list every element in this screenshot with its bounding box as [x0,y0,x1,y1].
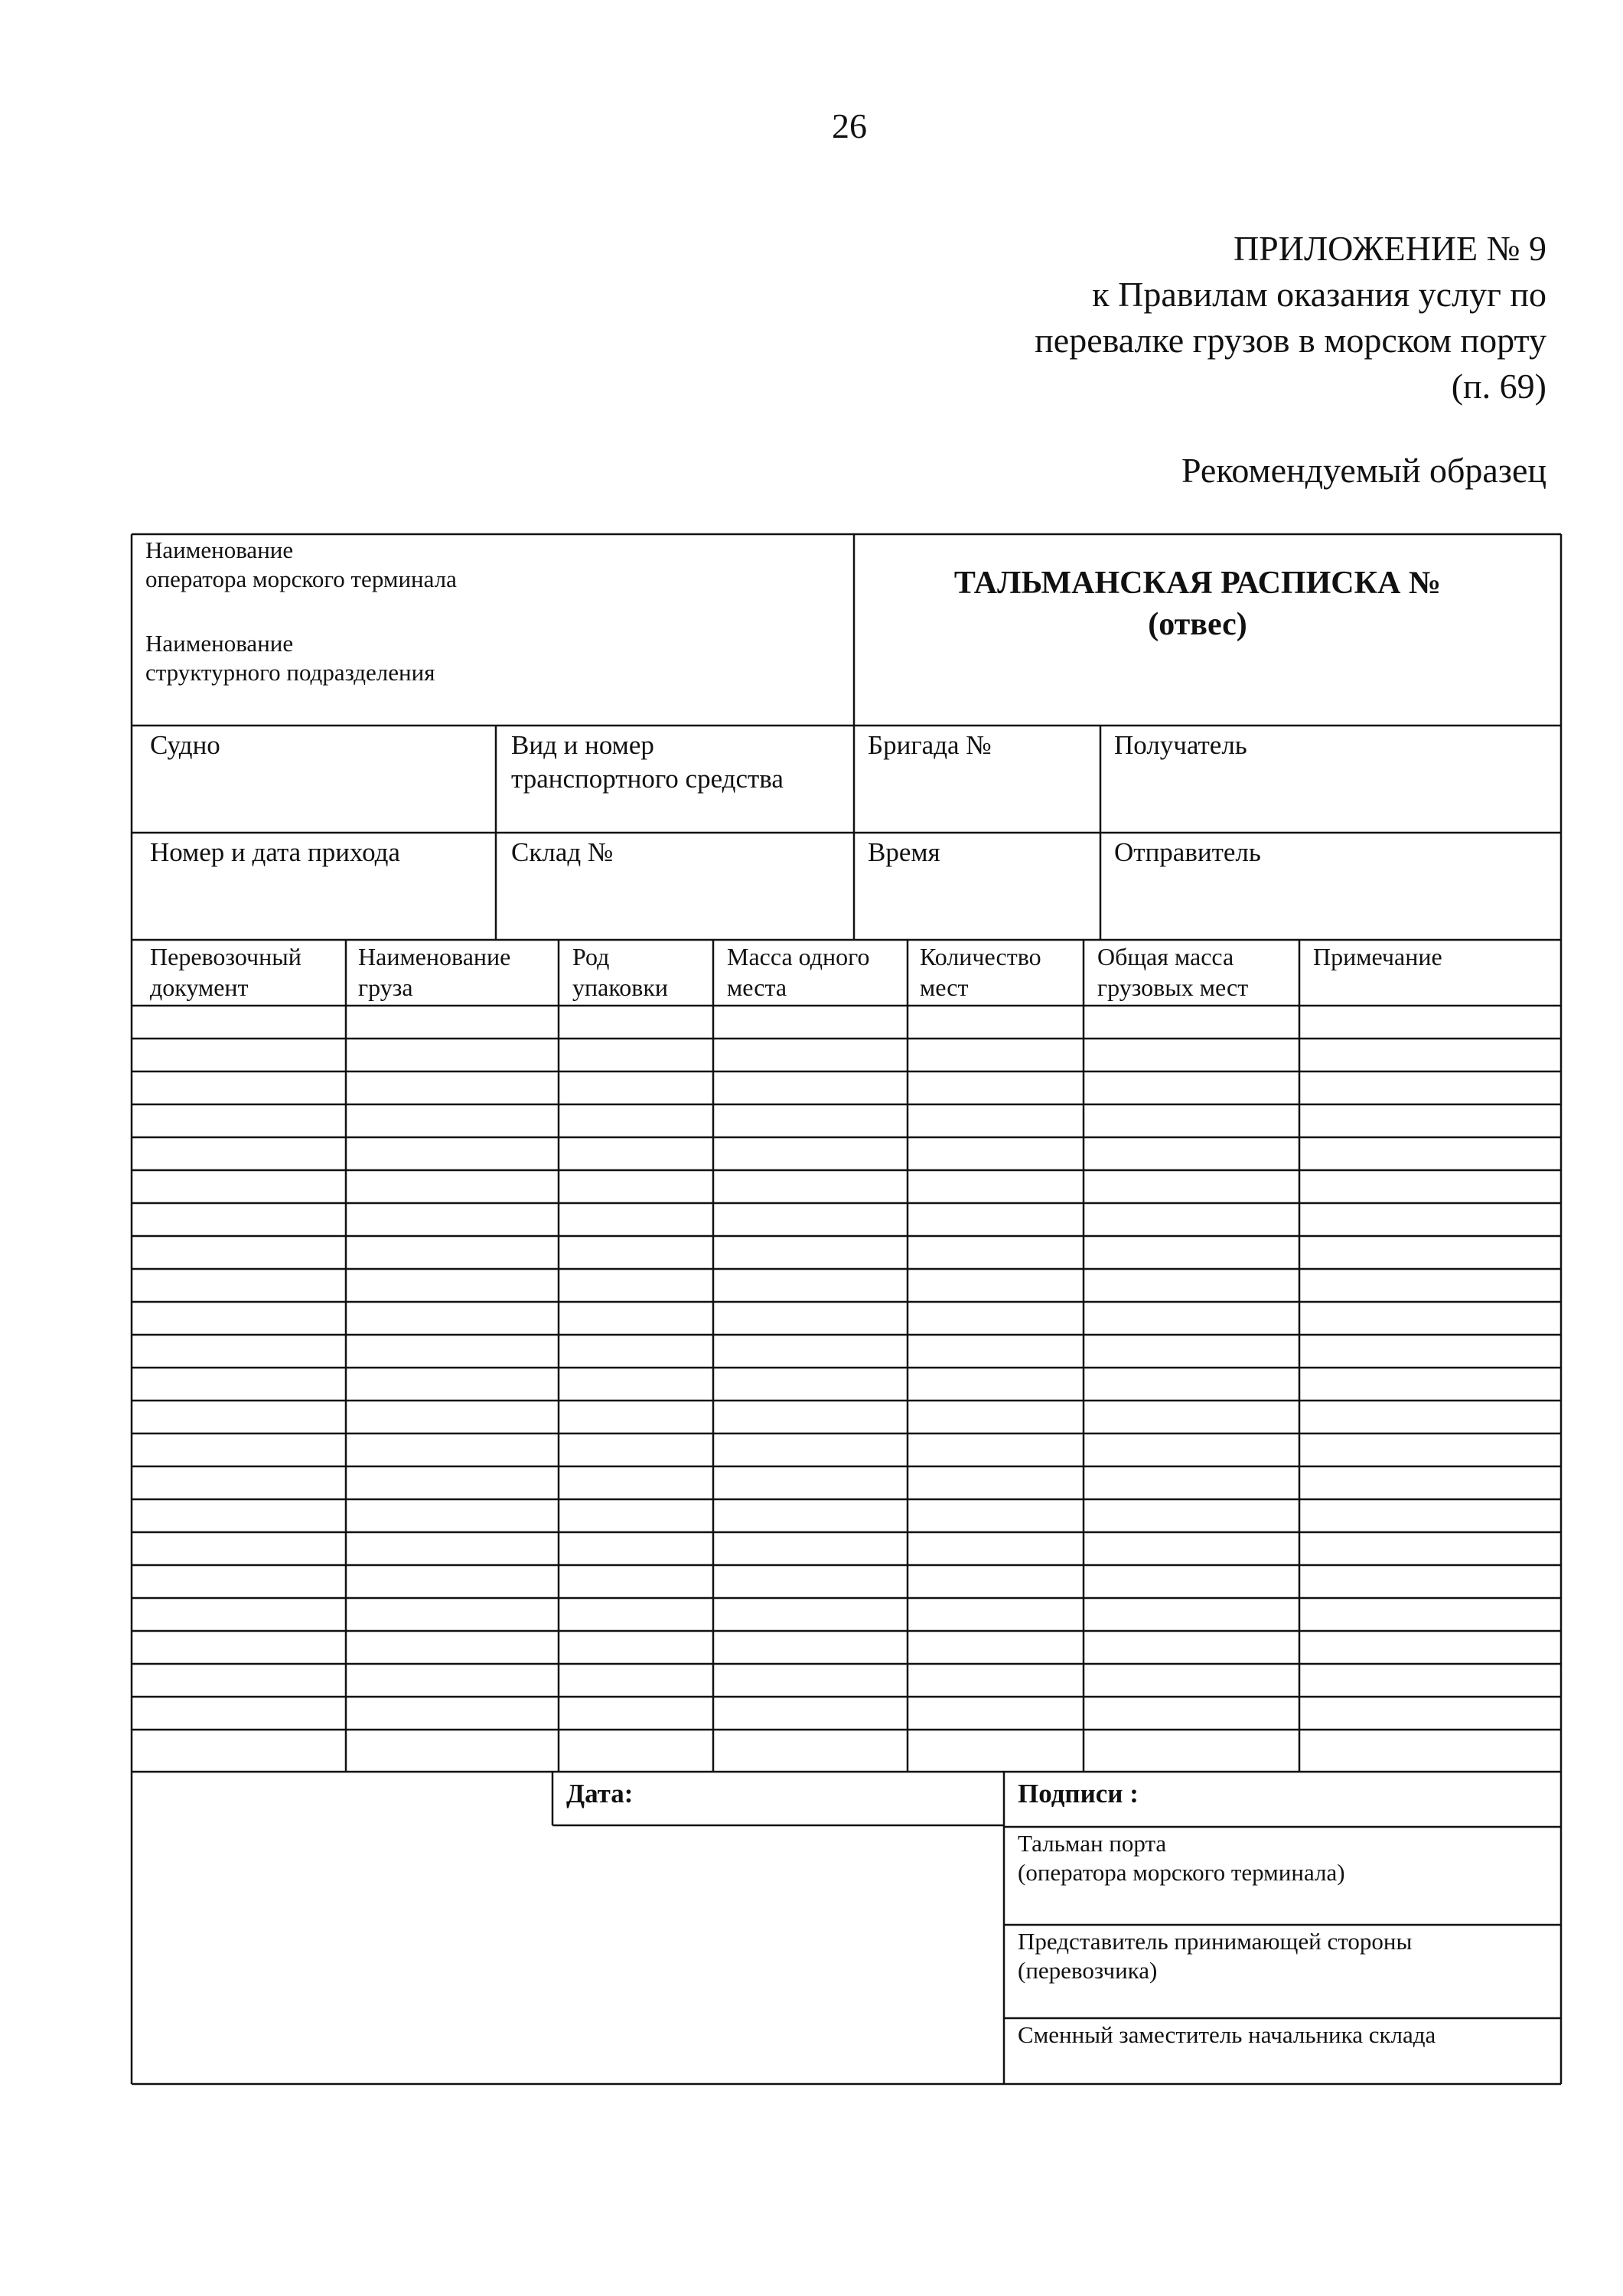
column-header [1313,941,1442,972]
column-header [727,941,869,1003]
column-header-line: упаковки [572,974,669,1001]
column-header-line: документ [150,974,249,1001]
date-label: Дата: [566,1779,634,1808]
brigade-label: Бригада № [868,730,992,760]
form-title-line-2: (отвес) [1148,607,1247,642]
column-header-line: грузовых мест [1097,974,1249,1001]
receiver-representative-label [1018,1927,1412,1985]
appendix-reference: (п. 69) [1451,367,1546,406]
operator-name-line-1: Наименование [145,536,294,563]
appendix-line-3: перевалке грузов в морском порту [1035,321,1546,360]
receiver-line-1: Представитель принимающей стороны [1018,1928,1413,1955]
column-header-line: Примечание [1313,943,1442,970]
arrival-label: Номер и дата прихода [150,837,400,867]
tallyman-line-1: Тальман порта [1018,1830,1167,1857]
vessel-label: Судно [150,730,220,760]
column-header-line: груза [358,974,413,1001]
vehicle-label [511,729,784,796]
recipient-label: Получатель [1114,730,1247,760]
time-label: Время [868,837,940,867]
column-header [150,941,301,1003]
column-header-line: Род [572,943,610,970]
division-name-line-2: структурного подразделения [145,659,435,686]
form-title [849,563,1546,645]
column-header-line: Перевозочный [150,943,301,970]
column-header-line: Масса одного [727,943,870,970]
column-header [1097,941,1248,1003]
operator-name-line-2: оператора морского терминала [145,566,457,592]
sender-label: Отправитель [1114,837,1261,867]
deputy-warehouse-label: Сменный заместитель начальника склада [1018,2021,1436,2048]
form-title-line-1: ТАЛЬМАНСКАЯ РАСПИСКА № [953,566,1442,601]
column-header [572,941,668,1003]
signatures-label: Подписи : [1018,1779,1139,1808]
column-header-line: Наименование [358,943,511,970]
appendix-line-2: к Правилам оказания услуг по [1092,275,1546,314]
column-header [358,941,510,1003]
operator-name-label [145,536,457,594]
column-header-line: места [727,974,787,1001]
page-number: 26 [832,106,867,145]
tallyman-line-2: (оператора морского терминала) [1018,1859,1345,1886]
division-name-label [145,629,435,687]
column-header-line: Общая масса [1097,943,1234,970]
receiver-line-2: (перевозчика) [1018,1957,1158,1984]
column-header-line: Количество [920,943,1041,970]
recommended-sample-label: Рекомендуемый образец [1181,451,1546,490]
appendix-title: ПРИЛОЖЕНИЕ № 9 [1233,229,1546,268]
tallyman-label [1018,1829,1345,1887]
warehouse-label: Склад № [511,837,614,867]
vehicle-label-line-1: Вид и номер [511,730,654,760]
column-header [920,941,1041,1003]
division-name-line-1: Наименование [145,630,294,657]
column-header-line: мест [920,974,969,1001]
vehicle-label-line-2: транспортного средства [511,764,784,794]
